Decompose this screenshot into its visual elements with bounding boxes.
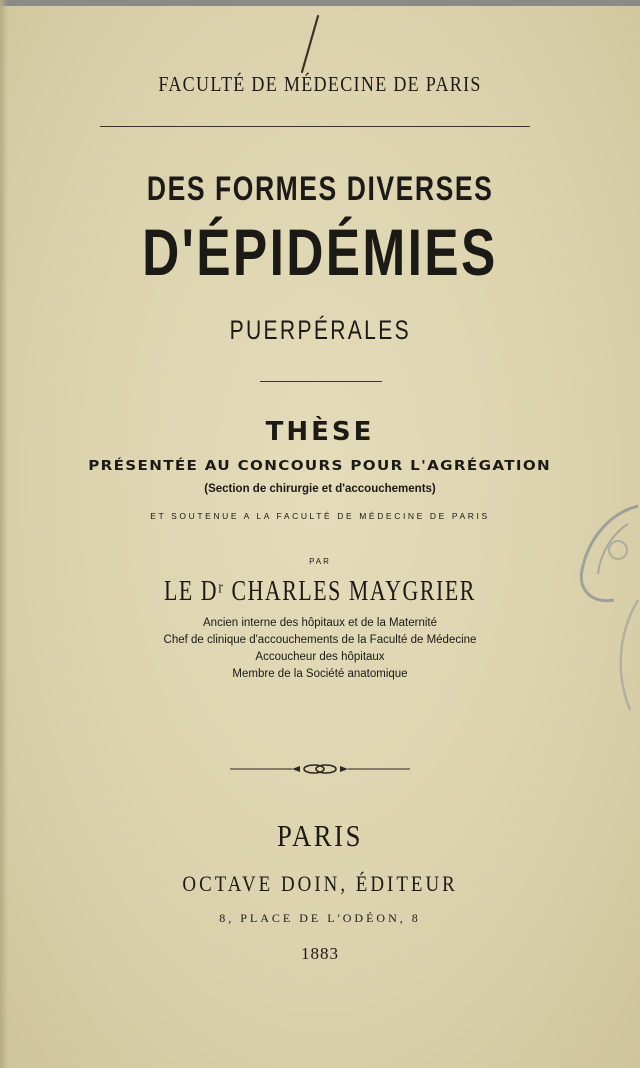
author-credential: Chef de clinique d'accouchements de la Faculté de Médecine bbox=[163, 634, 477, 646]
author-credential: Accoucheur des hôpitaux bbox=[255, 651, 385, 663]
title-line-2: D'ÉPIDÉMIES bbox=[142, 215, 498, 289]
imprint-city: PARIS bbox=[276, 818, 364, 853]
imprint-year: 1883 bbox=[301, 944, 339, 963]
thesis-presented-line: PRÉSENTÉE AU CONCOURS POUR L'AGRÉGATION bbox=[88, 458, 552, 474]
library-stamp-fragment-icon bbox=[600, 560, 640, 720]
pen-slash-mark bbox=[298, 14, 322, 76]
by-label: PAR bbox=[309, 557, 331, 566]
author-name: LE Dʳ CHARLES MAYGRIER bbox=[164, 576, 476, 607]
author-credential: Membre de la Société anatomique bbox=[232, 668, 408, 680]
imprint-publisher: OCTAVE DOIN, ÉDITEUR bbox=[182, 871, 458, 896]
top-rule bbox=[100, 126, 530, 127]
author-credential: Ancien interne des hôpitaux et de la Maternité bbox=[203, 617, 437, 629]
title-line-1: DES FORMES DIVERSES bbox=[146, 170, 494, 208]
thesis-label: THÈSE bbox=[265, 417, 375, 447]
faculty-header: FACULTÉ DE MÉDECINE DE PARIS bbox=[158, 72, 482, 96]
decorative-ornament bbox=[230, 762, 410, 776]
title-line-3: PUERPÉRALES bbox=[229, 315, 411, 345]
scan-top-edge bbox=[0, 0, 640, 6]
thesis-section-line: (Section de chirurgie et d'accouchements) bbox=[204, 483, 436, 495]
scan-left-shadow bbox=[0, 0, 8, 1068]
imprint-address: 8, PLACE DE L'ODÉON, 8 bbox=[219, 911, 421, 925]
middle-rule bbox=[260, 381, 382, 382]
thesis-defended-line: ET SOUTENUE A LA FACULTÉ DE MÉDECINE DE PARIS bbox=[150, 511, 490, 521]
